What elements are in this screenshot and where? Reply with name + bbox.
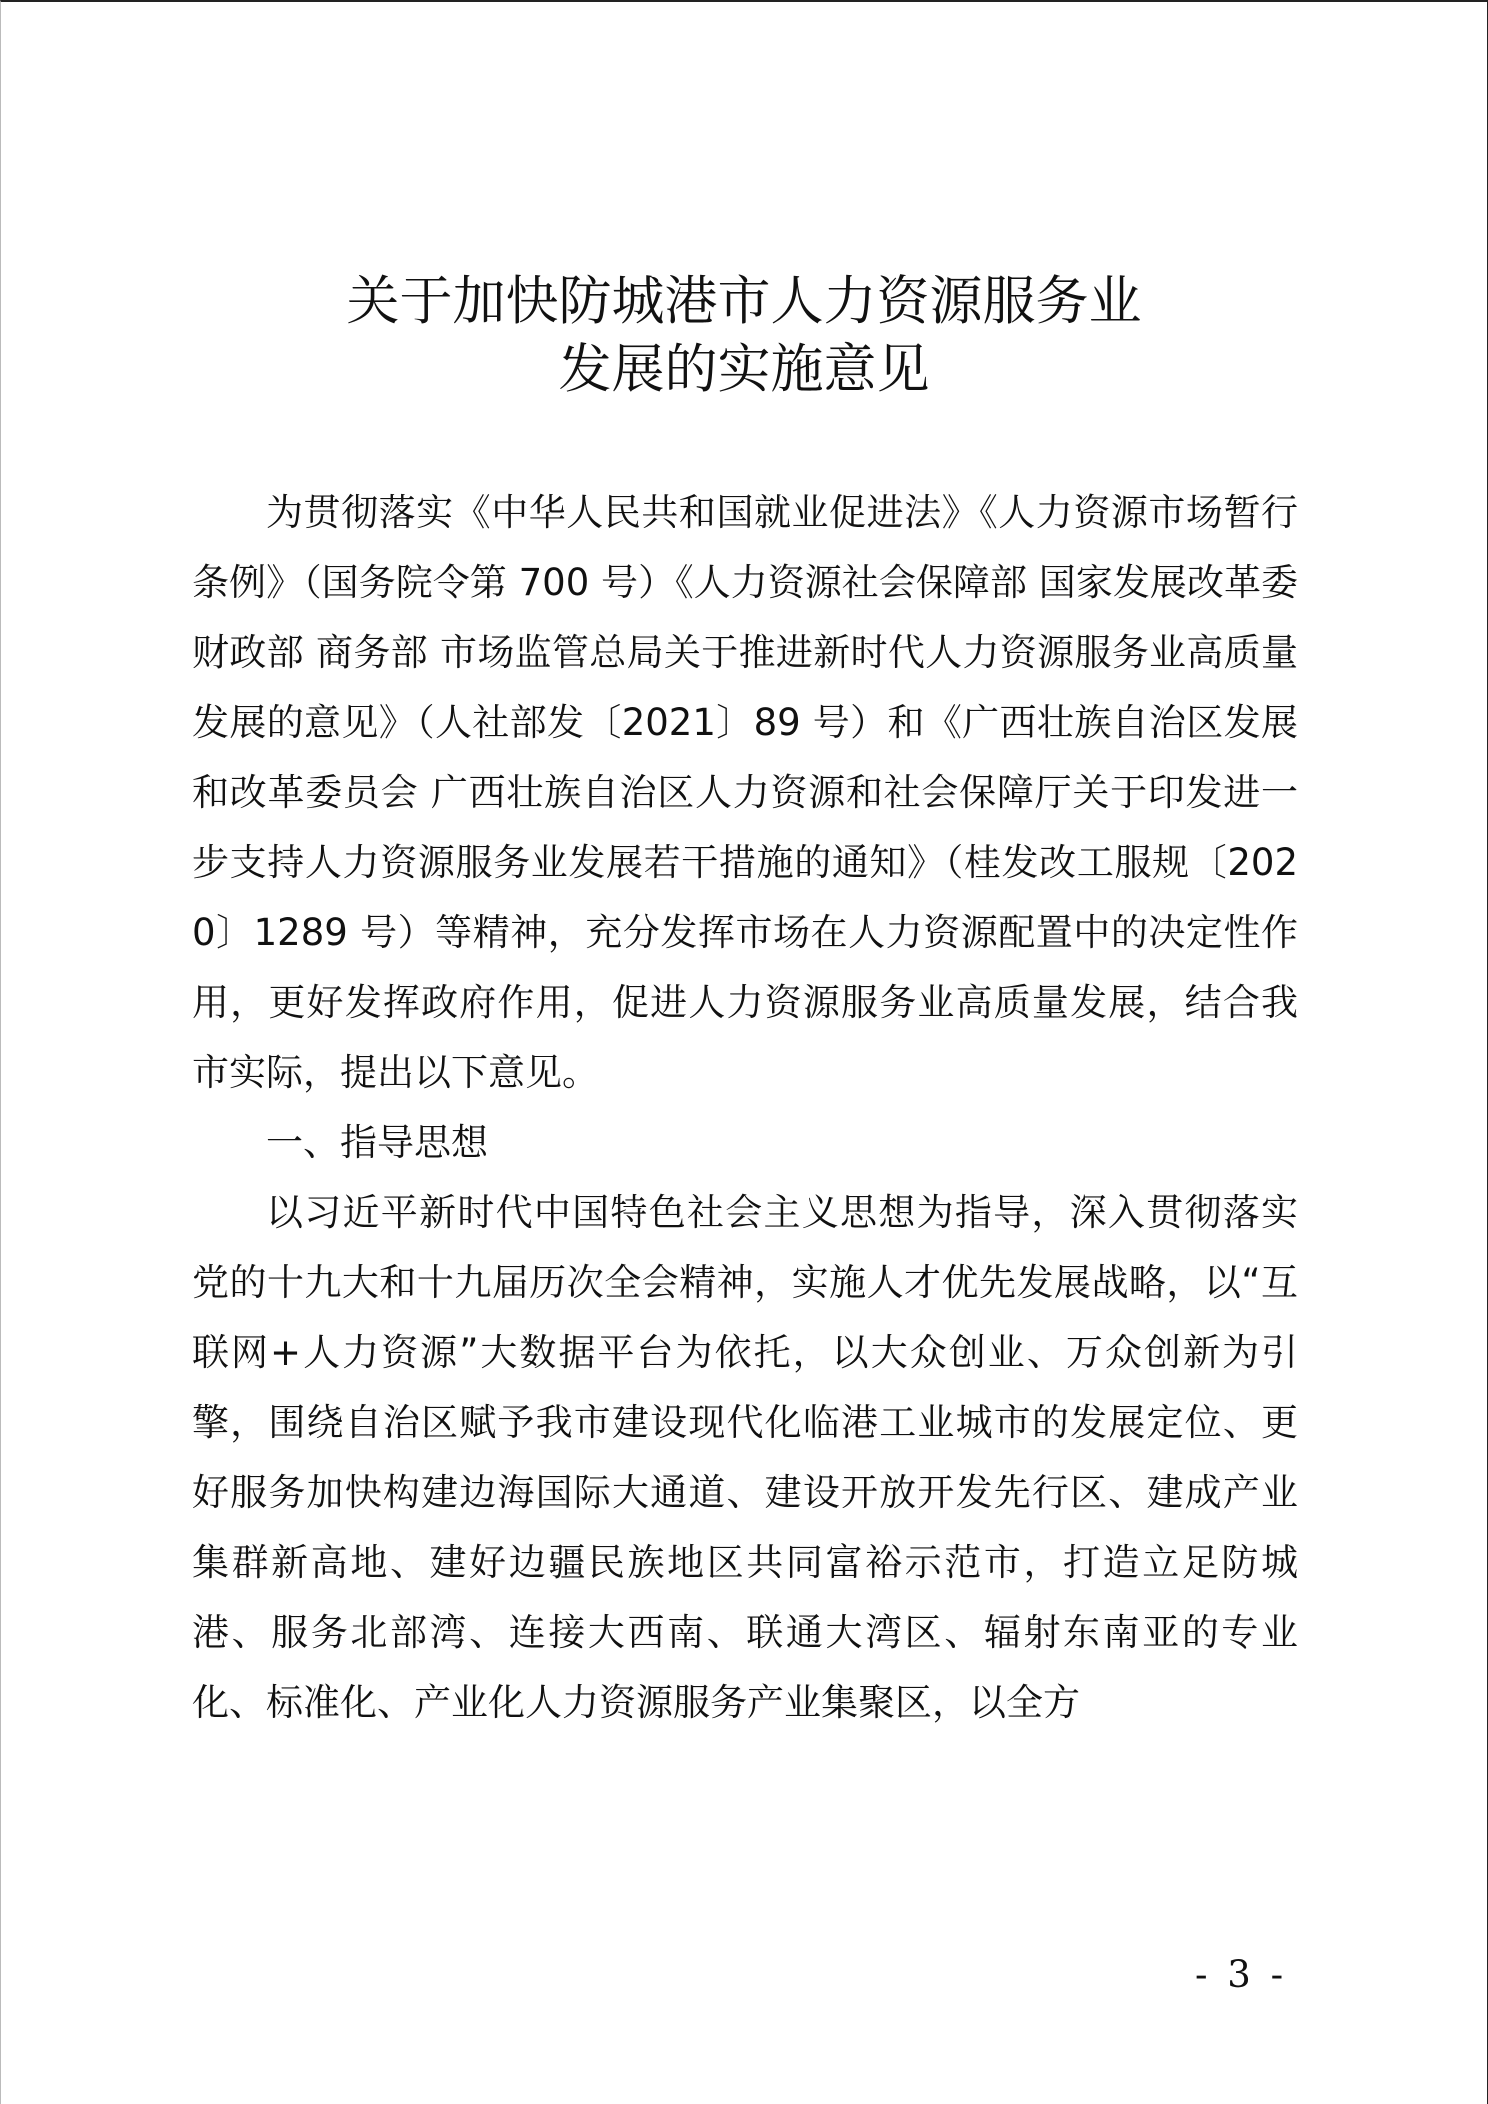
intro-paragraph: 为贯彻落实《中华人民共和国就业促进法》《人力资源市场暂行条例》（国务院令第 700 号）《人力资源社会保障部 国家发展改革委 财政部 商务部 市场监管总局关于推进新时代人力资源服务业高质量发展的意见》（人社部发〔2021〕89 号）和《广西壮族自治区发展和改革委员会 广西壮族自治区人力资源和社会保障厅关于印发进一步支持人力资源服务业发展若干措施的通知》（桂发改工服规〔2020〕1289 号）等精神，充分发挥市场在人力资源配置中的决定性作用，更好发挥政府作用，促进人力资源服务业高质量发展，结合我市实际，提出以下意见。: [192, 491, 1298, 1094]
guiding-ideology-paragraph: 以习近平新时代中国特色社会主义思想为指导，深入贯彻落实党的十九大和十九届历次全会精神，实施人才优先发展战略，以“互联网+人力资源”大数据平台为依托，以大众创业、万众创新为引擎，围绕自治区赋予我市建设现代化临港工业城市的发展定位、更好服务加快构建边海国际大通道、建设开放开发先行区、建成产业集群新高地、建好边疆民族地区共同富裕示范市，打造立足防城港、服务北部湾、连接大西南、联通大湾区、辐射东南亚的专业化、标准化、产业化人力资源服务产业集聚区，以全方: [192, 1191, 1298, 1724]
document-title-line-1: 关于加快防城港市人力资源服务业: [346, 271, 1142, 332]
page-number: - 3 -: [1195, 1953, 1288, 1996]
document-title-line-2: 发展的实施意见: [558, 339, 930, 400]
section-heading-guiding-ideology: 一、指导思想: [266, 1121, 488, 1164]
